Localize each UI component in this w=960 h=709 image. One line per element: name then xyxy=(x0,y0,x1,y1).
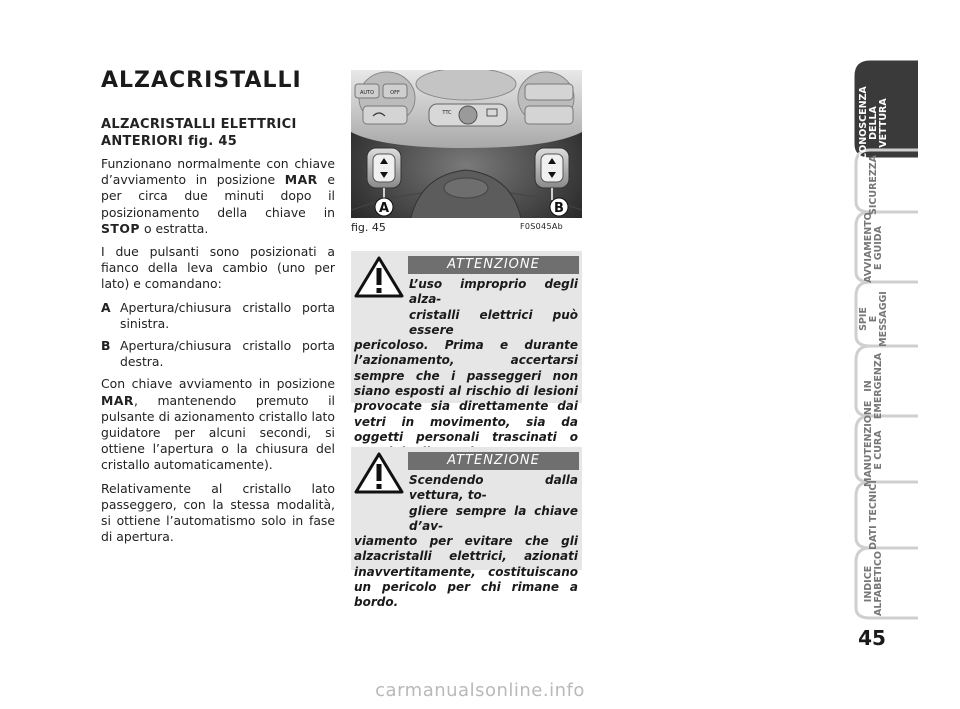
figure-45-photo xyxy=(351,70,582,218)
list-text: Apertura/chiusura cristallo porta destra. xyxy=(120,338,335,370)
warning-line: L’uso improprio degli alza- xyxy=(409,277,578,307)
tab-label-manutenzione xyxy=(860,400,888,487)
warning-line: gliere sempre la chiave d’av- xyxy=(409,503,578,533)
paragraph-4: Relativamente al cristallo lato passeggero, con la stessa modalità, si ottiene l’automatismo solo in fase di apertura. xyxy=(101,480,335,545)
tab-label-conoscenza xyxy=(858,74,889,160)
p1-text-b: e per circa due minuti dopo il posizionamento della chiave in xyxy=(101,172,335,220)
tab-label-line: SICUREZZA xyxy=(868,155,879,215)
warning-line: cristalli elettrici può essere xyxy=(409,307,578,337)
page-title: ALZACRISTALLI xyxy=(101,68,302,93)
tab-label-line: ALFABETICO xyxy=(873,551,884,616)
console-illustration xyxy=(351,70,582,218)
main-column xyxy=(101,116,335,552)
paragraph-1 xyxy=(101,156,335,237)
warning-body: viamento per evitare che gli alzacristalli elettrici, azionati inavvertitamente, costituiscano un pericolo per chi rimane a bordo. xyxy=(354,534,578,610)
tab-label-line: SPIE xyxy=(858,307,869,331)
figure-caption: fig. 45 xyxy=(351,221,386,234)
warning-box-2 xyxy=(351,447,582,610)
tab-label-line: INDICE xyxy=(863,565,874,603)
tab-label-line: E GUIDA xyxy=(873,225,884,271)
warning-text xyxy=(354,277,578,461)
p1-keyword-stop: STOP xyxy=(101,220,140,236)
list-text: Apertura/chiusura cristallo porta sinistra. xyxy=(120,299,335,331)
tab-label-spie xyxy=(858,284,889,347)
tab-label-line: DATI TECNICI xyxy=(868,480,879,550)
section-heading-line1: ALZACRISTALLI ELETTRICI xyxy=(101,117,297,132)
p1-text-c: o estratta. xyxy=(140,220,209,236)
p1-text-a: Funzionano normalmente con chiave d’avviamento in posizione xyxy=(101,156,335,188)
tab-label-line: E MESSAGGI xyxy=(868,291,889,347)
figure-btn-auto: AUTO xyxy=(359,90,375,96)
warning-body: pericoloso. Prima e durante l’azionamento, accertarsi sempre che i passeggeri non siano esposti al rischio di lesioni provocate sia direttamente dai vetri in movimento, sia da oggetti personali trascinati o xyxy=(354,338,578,444)
list-item-b xyxy=(101,338,335,370)
list-item-a xyxy=(101,300,335,332)
p1-keyword-mar: MAR xyxy=(284,172,318,188)
section-heading-line2: ANTERIORI fig. 45 xyxy=(101,134,238,149)
p3-text-b: , mantenendo premuto il pulsante di azionamento cristallo lato guidatore per alcuni secondi, si ottiene l’apertura o la chiusura del cristallo automaticamente). xyxy=(101,392,335,473)
warning-box-1 xyxy=(351,251,582,444)
figure-label-b: B xyxy=(554,201,564,216)
paragraph-3 xyxy=(101,376,335,473)
figure-label-a: A xyxy=(378,201,390,216)
tab-label-avviamento xyxy=(860,212,888,283)
p3-keyword-mar: MAR xyxy=(101,392,134,408)
warning-line: Scendendo dalla vettura, to- xyxy=(409,473,578,503)
tab-label-indice xyxy=(860,550,888,616)
tab-label-line: MANUTENZIONE xyxy=(863,400,874,487)
paragraph-2: I due pulsanti sono posizionati a fianco della leva cambio (uno per lato) e comandano: xyxy=(101,244,335,292)
figure-code: F0S045Ab xyxy=(520,222,563,231)
warning-heading: ATTENZIONE xyxy=(408,452,579,470)
figure-btn-off: OFF xyxy=(390,90,400,96)
warning-heading: ATTENZIONE xyxy=(408,256,579,274)
list-key: B xyxy=(101,338,111,354)
figure-btn-ttc: TTC xyxy=(442,110,452,116)
warning-text xyxy=(354,473,578,611)
list-key: A xyxy=(101,299,111,315)
p3-text-a: Con chiave avviamento in posizione xyxy=(101,376,335,392)
tab-label-line: DELLA VETTURA xyxy=(868,98,889,148)
tab-label-line: AVVIAMENTO xyxy=(863,212,874,283)
watermark: carmanualsonline.info xyxy=(375,680,585,701)
tab-label-line: E CURA xyxy=(873,430,884,470)
tab-label-dati-tecnici xyxy=(860,480,888,550)
page-number: 45 xyxy=(858,626,886,650)
tab-label-line: CONOSCENZA xyxy=(858,86,869,160)
tab-label-sicurezza xyxy=(860,155,888,215)
tab-label-line: IN EMERGENZA xyxy=(863,352,884,420)
section-heading xyxy=(101,116,335,150)
